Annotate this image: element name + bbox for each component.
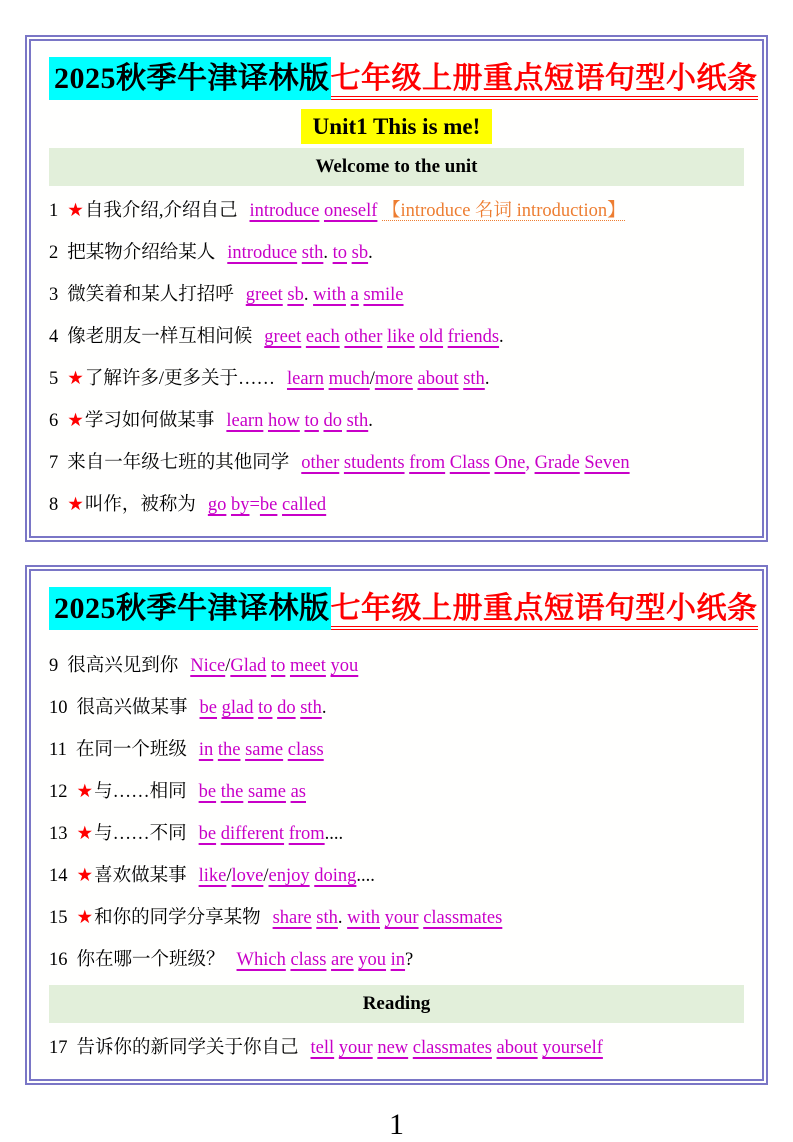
phrase-segment: same: [247, 782, 286, 802]
phrase-segment: yourself: [542, 1038, 603, 1058]
phrase-segment: introduce: [227, 243, 298, 263]
item-chinese: 叫作，被称为: [84, 495, 196, 515]
phrase-segment: .: [368, 411, 373, 431]
item-number: 5: [49, 369, 59, 389]
phrase-segment: more: [374, 369, 413, 389]
phrase-segment: One: [494, 453, 526, 473]
phrase-segment: Glad: [230, 656, 267, 676]
item-english: [199, 740, 324, 760]
phrase-segment: love: [231, 866, 264, 886]
phrase-list-2b: [49, 1027, 744, 1069]
item-number: 2: [49, 243, 59, 263]
section-banner-reading: Reading: [49, 985, 744, 1023]
phrase-item: [49, 729, 744, 771]
phrase-segment: Seven: [584, 453, 630, 473]
phrase-segment: meet: [289, 656, 326, 676]
item-english: [190, 656, 358, 676]
item-chinese: 微笑着和某人打招呼: [67, 285, 234, 305]
item-chinese: 了解许多/更多关于……: [84, 369, 275, 389]
phrase-list-1: [49, 190, 744, 526]
item-english: [199, 824, 344, 844]
item-number: 11: [49, 740, 67, 760]
star-icon: ★: [76, 782, 94, 802]
phrase-segment: to: [304, 411, 319, 431]
phrase-segment: the: [220, 782, 244, 802]
item-english: [246, 285, 404, 305]
star-icon: ★: [76, 866, 94, 886]
phrase-segment: much: [328, 369, 370, 389]
phrase-segment: /: [226, 866, 232, 886]
item-number: 6: [49, 411, 59, 431]
phrase-item: [49, 232, 744, 274]
item-english: [199, 782, 306, 802]
title-edition: 2025秋季牛津译林版: [49, 587, 331, 630]
phrase-segment: /: [263, 866, 269, 886]
phrase-item: [49, 855, 744, 897]
item-chinese: 很高兴做某事: [76, 698, 188, 718]
phrase-segment: a: [350, 285, 359, 305]
phrase-segment: introduce: [249, 201, 320, 221]
item-english: [311, 1038, 603, 1058]
phrase-segment: .: [484, 369, 490, 389]
phrase-segment: from: [409, 453, 446, 473]
phrase-segment: from: [288, 824, 325, 844]
phrase-box-2: [25, 565, 768, 1085]
item-number: 17: [49, 1038, 68, 1058]
phrase-item: [49, 190, 744, 232]
item-number: 9: [49, 656, 59, 676]
phrase-segment: classmates: [423, 908, 503, 928]
phrase-segment: learn: [286, 369, 324, 389]
phrase-segment: Nice: [190, 656, 226, 676]
item-chinese: 把某物介绍给某人: [67, 243, 216, 263]
item-number: 14: [49, 866, 68, 886]
phrase-segment: greet: [245, 285, 283, 305]
item-chinese: 和你的同学分享某物: [94, 908, 261, 928]
star-icon: ★: [67, 495, 84, 515]
phrase-segment: classmates: [412, 1038, 492, 1058]
item-english: [226, 411, 372, 431]
item-chinese: 告诉你的新同学关于你自己: [76, 1038, 299, 1058]
item-english: [227, 243, 372, 263]
phrase-segment: as: [290, 782, 306, 802]
phrase-segment: about: [417, 369, 459, 389]
phrase-segment: to: [270, 656, 286, 676]
item-number: 10: [49, 698, 68, 718]
phrase-segment: .: [323, 243, 328, 263]
phrase-segment: Class: [449, 453, 490, 473]
item-number: 7: [49, 453, 59, 473]
phrase-segment: ,: [525, 453, 530, 473]
phrase-segment: about: [496, 1038, 538, 1058]
item-chinese: 学习如何做某事: [84, 411, 215, 431]
phrase-segment: go: [207, 495, 227, 515]
star-icon: ★: [76, 908, 94, 928]
phrase-segment: other: [301, 453, 340, 473]
star-icon: ★: [67, 411, 84, 431]
phrase-segment: in: [390, 950, 406, 970]
phrase-segment: how: [267, 411, 300, 431]
item-chinese: 喜欢做某事: [94, 866, 187, 886]
phrase-segment: sb: [287, 285, 304, 305]
phrase-segment: to: [332, 243, 347, 263]
item-number: 16: [49, 950, 68, 970]
phrase-segment: /: [369, 369, 375, 389]
item-chinese: 与……相同: [94, 782, 187, 802]
item-english: [264, 327, 503, 347]
phrase-item: [49, 358, 744, 400]
phrase-segment: be: [259, 495, 278, 515]
phrase-segment: be: [199, 698, 217, 718]
phrase-segment: students: [343, 453, 405, 473]
phrase-segment: you: [330, 656, 359, 676]
item-chinese: 你在哪一个班级？: [76, 950, 225, 970]
phrase-segment: .: [303, 285, 309, 305]
phrase-segment: the: [217, 740, 241, 760]
phrase-segment: oneself: [323, 201, 378, 221]
item-chinese: 自我介绍,介绍自己: [84, 201, 238, 221]
unit-title-row: [49, 114, 744, 140]
phrase-item: [49, 274, 744, 316]
phrase-segment: with: [313, 285, 346, 305]
phrase-item: [49, 771, 744, 813]
phrase-segment: smile: [363, 285, 404, 305]
title-subject: 七年级上册重点短语句型小纸条: [331, 592, 758, 630]
item-number: 1: [49, 201, 59, 221]
phrase-segment: do: [323, 411, 342, 431]
phrase-segment: learn: [226, 411, 264, 431]
item-number: 8: [49, 495, 59, 515]
phrase-item: [49, 645, 744, 687]
phrase-segment: are: [331, 950, 354, 970]
title-edition: 2025秋季牛津译林版: [49, 57, 331, 100]
item-chinese: 与……不同: [94, 824, 187, 844]
item-chinese: 很高兴见到你: [67, 656, 179, 676]
phrase-segment: .: [321, 698, 327, 718]
phrase-segment: like: [387, 327, 415, 347]
phrase-list-2a: [49, 645, 744, 981]
phrase-segment: called: [282, 495, 327, 515]
item-english: [199, 866, 375, 886]
item-number: 3: [49, 285, 59, 305]
phrase-segment: by: [230, 495, 250, 515]
title-subject: 七年级上册重点短语句型小纸条: [331, 62, 758, 100]
phrase-segment: class: [287, 740, 324, 760]
phrase-segment: sth: [463, 369, 485, 389]
item-english: [273, 908, 503, 928]
document-title: [49, 583, 758, 635]
item-number: 13: [49, 824, 68, 844]
phrase-segment: ....: [356, 866, 375, 886]
phrase-segment: doing: [314, 866, 357, 886]
phrase-segment: tell: [310, 1038, 335, 1058]
phrase-item: [49, 484, 744, 526]
document-title: [49, 53, 758, 105]
item-chinese: 来自一年级七班的其他同学: [67, 453, 290, 473]
item-english: [287, 369, 489, 389]
phrase-item: [49, 442, 744, 484]
phrase-segment: glad: [221, 698, 254, 718]
phrase-box-1: [25, 35, 768, 542]
section-banner-welcome: Welcome to the unit: [49, 148, 744, 186]
phrase-segment: sth: [346, 411, 369, 431]
phrase-segment: ?: [405, 950, 414, 970]
item-english: [237, 950, 414, 970]
phrase-segment: be: [198, 824, 217, 844]
phrase-segment: each: [305, 327, 340, 347]
phrase-segment: sth: [300, 698, 322, 718]
phrase-segment: enjoy: [268, 866, 310, 886]
phrase-segment: with: [347, 908, 381, 928]
phrase-segment: same: [245, 740, 284, 760]
item-number: 4: [49, 327, 59, 347]
phrase-segment: =: [249, 495, 260, 515]
phrase-segment: .: [499, 327, 504, 347]
phrase-segment: sth: [316, 908, 338, 928]
phrase-segment: 【introduce 名词 introduction】: [382, 201, 626, 221]
phrase-segment: .: [368, 243, 373, 263]
page-number: 1: [389, 1108, 404, 1141]
phrase-segment: sb: [351, 243, 369, 263]
item-chinese: 在同一个班级: [75, 740, 187, 760]
phrase-item: [49, 316, 744, 358]
phrase-segment: greet: [264, 327, 302, 347]
phrase-segment: ....: [324, 824, 344, 844]
phrase-item: [49, 687, 744, 729]
star-icon: ★: [76, 824, 94, 844]
star-icon: ★: [67, 201, 84, 221]
phrase-segment: do: [277, 698, 296, 718]
phrase-item: [49, 897, 744, 939]
item-english: [249, 201, 625, 221]
phrase-segment: like: [198, 866, 227, 886]
phrase-segment: in: [198, 740, 214, 760]
phrase-segment: be: [198, 782, 217, 802]
unit-title: Unit1 This is me!: [301, 109, 493, 144]
phrase-segment: to: [258, 698, 273, 718]
phrase-segment: Which: [236, 950, 286, 970]
star-icon: ★: [67, 369, 84, 389]
item-number: 15: [49, 908, 68, 928]
item-chinese: 像老朋友一样互相问候: [67, 327, 253, 347]
phrase-item: [49, 1027, 744, 1069]
phrase-segment: your: [384, 908, 419, 928]
phrase-segment: different: [220, 824, 285, 844]
phrase-segment: old: [419, 327, 444, 347]
item-english: [200, 698, 327, 718]
item-number: 12: [49, 782, 68, 802]
phrase-item: [49, 939, 744, 981]
phrase-segment: other: [344, 327, 383, 347]
phrase-segment: new: [377, 1038, 409, 1058]
item-english: [301, 453, 629, 473]
phrase-segment: share: [272, 908, 312, 928]
phrase-segment: sth: [301, 243, 324, 263]
phrase-segment: your: [338, 1038, 373, 1058]
item-english: [208, 495, 326, 515]
phrase-segment: class: [290, 950, 327, 970]
phrase-segment: you: [358, 950, 387, 970]
phrase-segment: /: [225, 656, 231, 676]
phrase-segment: .: [337, 908, 343, 928]
phrase-segment: Grade: [534, 453, 580, 473]
phrase-segment: friends: [447, 327, 500, 347]
phrase-item: [49, 813, 744, 855]
phrase-item: [49, 400, 744, 442]
